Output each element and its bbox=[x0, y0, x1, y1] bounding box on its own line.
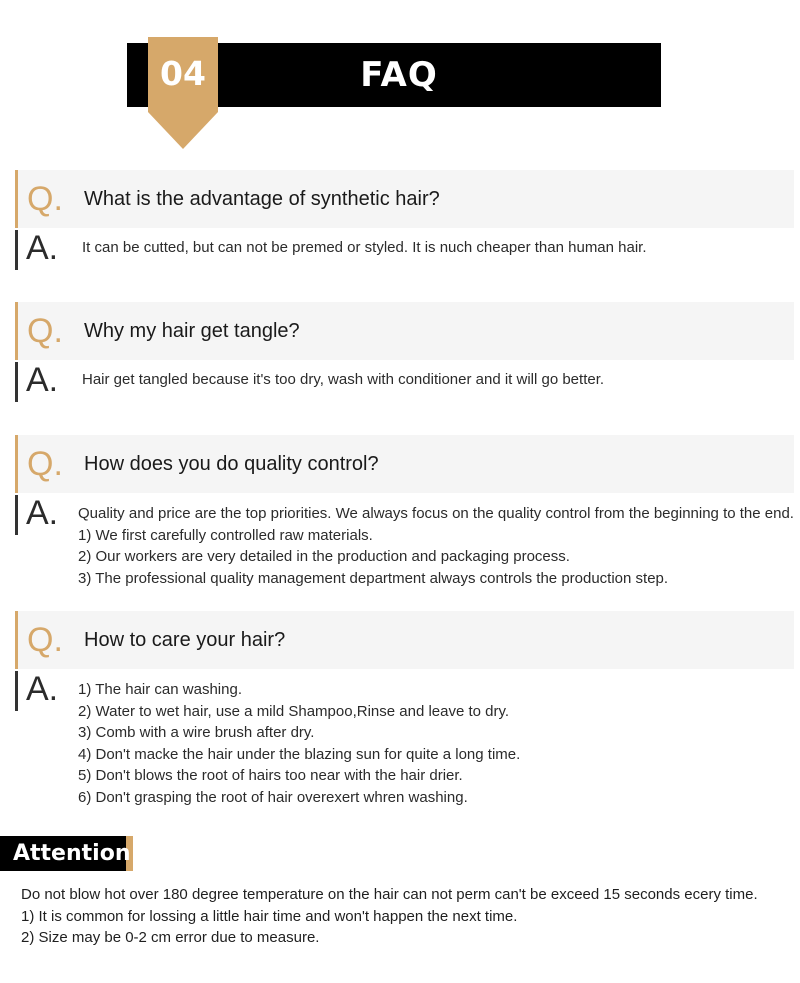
attention-label: Attention bbox=[13, 841, 131, 866]
answer-line: 6) Don't grasping the root of hair overexert whren washing. bbox=[78, 788, 468, 806]
answer-bar bbox=[15, 671, 18, 711]
page-title: FAQ bbox=[360, 55, 438, 95]
answer-line: 1) We first carefully controlled raw materials. bbox=[78, 526, 373, 544]
question-row bbox=[15, 302, 794, 360]
question-text: How to care your hair? bbox=[84, 629, 286, 651]
faq-item bbox=[15, 435, 794, 587]
answer-bar bbox=[15, 362, 18, 402]
question-row bbox=[15, 611, 794, 669]
question-text: What is the advantage of synthetic hair? bbox=[84, 188, 440, 210]
faq-item bbox=[15, 170, 794, 267]
question-marker: Q. bbox=[27, 180, 63, 218]
answer-line: It can be cutted, but can not be premed or styled. It is nuch cheaper than human hair. bbox=[82, 239, 647, 256]
attention-notes bbox=[21, 884, 758, 949]
attention-heading bbox=[0, 836, 133, 871]
question-marker: Q. bbox=[27, 312, 63, 350]
answer-text bbox=[82, 237, 647, 259]
section-number-badge bbox=[148, 37, 218, 149]
question-text: How does you do quality control? bbox=[84, 453, 379, 475]
answer-marker: A. bbox=[26, 361, 59, 399]
question-marker: Q. bbox=[27, 445, 63, 483]
answer-line: Quality and price are the top priorities. We always focus on the quality control from the beginning to the end. bbox=[78, 505, 794, 522]
answer-marker: A. bbox=[26, 670, 59, 708]
answer-bar bbox=[15, 495, 18, 535]
answer-line: 3) The professional quality management department always controls the production step. bbox=[78, 569, 669, 587]
answer-bar bbox=[15, 230, 18, 270]
answer-text bbox=[82, 369, 604, 391]
answer-line: 2) Water to wet hair, use a mild Shampoo,Rinse and leave to dry. bbox=[78, 702, 510, 720]
faq-item bbox=[15, 611, 794, 806]
attention-note: Do not blow hot over 180 degree temperature on the hair can not perm can't be exceed 15 seconds ecery time. bbox=[21, 886, 758, 903]
answer-line: 1) The hair can washing. bbox=[78, 681, 242, 698]
answer-marker: A. bbox=[26, 229, 59, 267]
attention-note: 2) Size may be 0-2 cm error due to measure. bbox=[21, 929, 320, 946]
question-row bbox=[15, 435, 794, 493]
answer-line: 5) Don't blows the root of hairs too near with the hair drier. bbox=[78, 767, 463, 784]
attention-note: 1) It is common for lossing a little hair time and won't happen the next time. bbox=[21, 907, 518, 925]
answer-line: Hair get tangled because it's too dry, wash with conditioner and it will go better. bbox=[82, 371, 605, 388]
answer-marker: A. bbox=[26, 494, 59, 532]
answer-text bbox=[78, 679, 520, 808]
answer-line: 2) Our workers are very detailed in the production and packaging process. bbox=[78, 548, 570, 565]
section-number: 04 bbox=[160, 54, 206, 93]
answer-text bbox=[78, 503, 794, 589]
question-row bbox=[15, 170, 794, 228]
question-text: Why my hair get tangle? bbox=[84, 320, 300, 342]
question-marker: Q. bbox=[27, 621, 63, 659]
answer-line: 3) Comb with a wire brush after dry. bbox=[78, 724, 315, 741]
answer-line: 4) Don't macke the hair under the blazing sun for quite a long time. bbox=[78, 745, 521, 763]
faq-item bbox=[15, 302, 794, 399]
